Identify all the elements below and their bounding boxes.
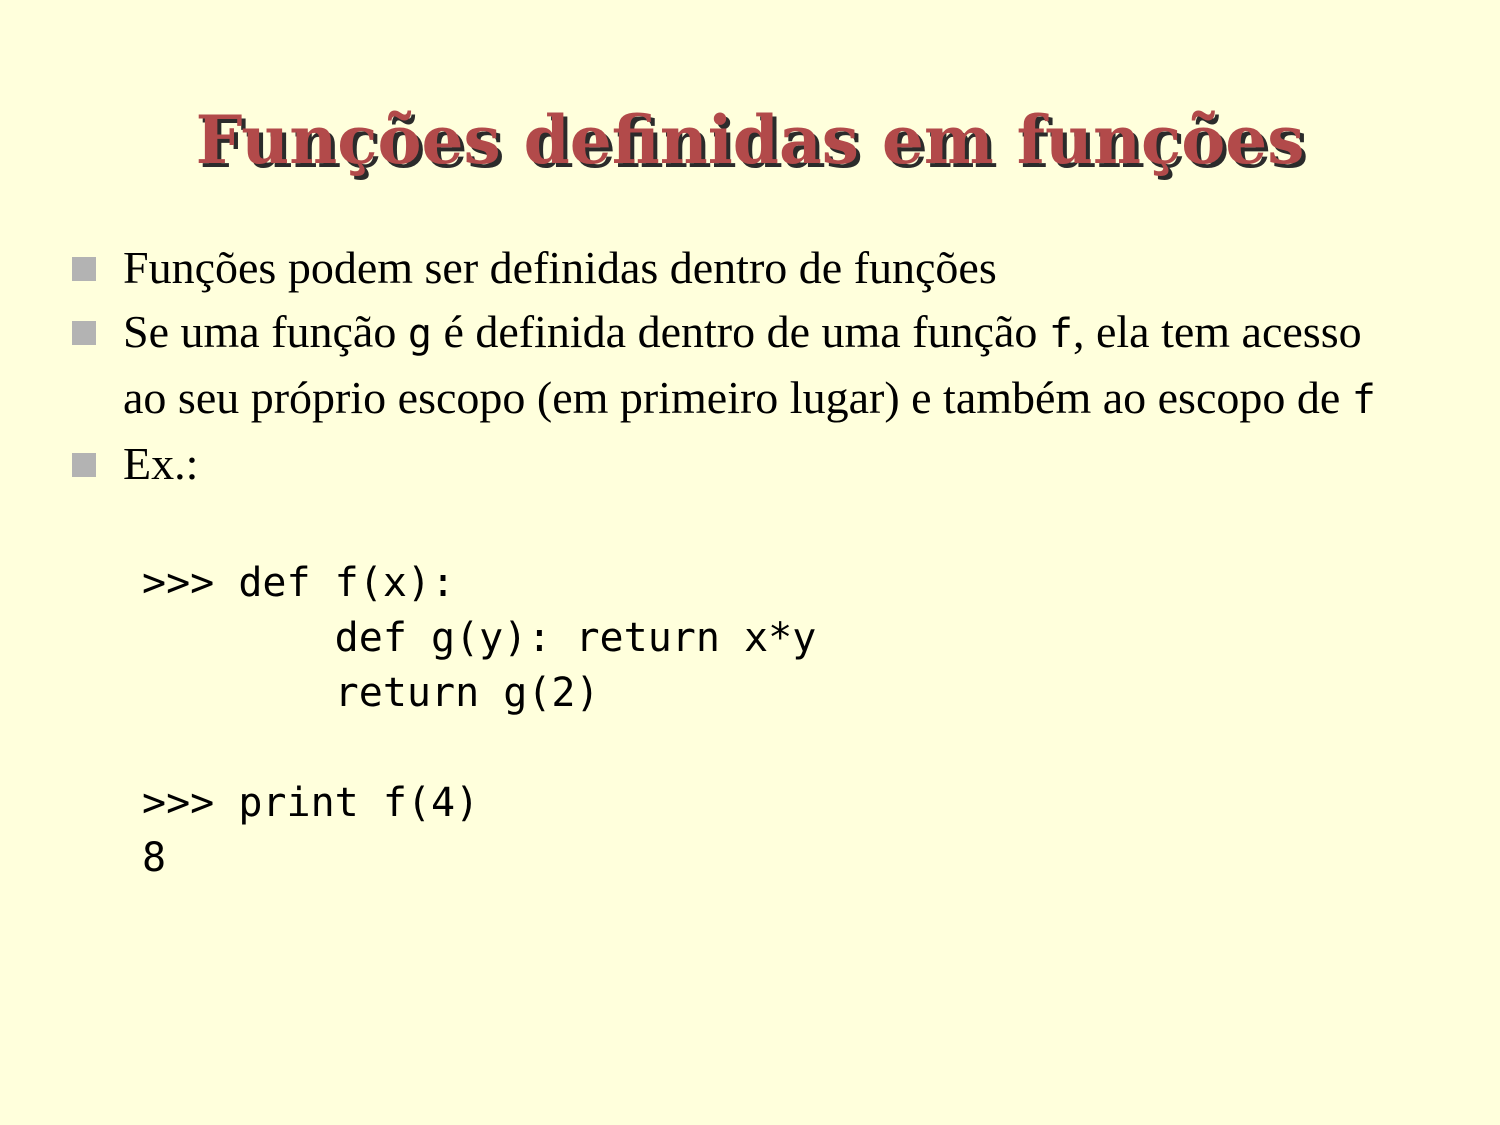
bullet-item xyxy=(0,236,1500,300)
slide-title: Funções definidas em funções xyxy=(195,101,1305,179)
bullet-text: Funções podem ser definidas dentro de funções xyxy=(123,242,997,293)
bullet-list xyxy=(0,236,1500,496)
inline-code: f xyxy=(1048,311,1073,357)
code-line: 8 xyxy=(142,835,167,881)
inline-code: f xyxy=(1351,377,1376,423)
bullet-text: , ela tem acesso ao seu próprio escopo (em primeiro lugar) e também ao escopo de xyxy=(123,306,1362,423)
code-line xyxy=(142,721,816,776)
bullet-item xyxy=(0,300,1500,432)
square-bullet-icon xyxy=(72,257,96,281)
code-line: >>> def f(x): xyxy=(142,560,456,606)
code-line: return g(2) xyxy=(142,670,600,716)
code-line: def g(y): return x*y xyxy=(142,615,817,661)
bullet-text: Ex.: xyxy=(123,438,199,489)
square-bullet-icon xyxy=(72,321,96,345)
inline-code: g xyxy=(407,311,432,357)
bullet-text: é definida dentro de uma função xyxy=(431,306,1049,357)
code-example xyxy=(142,556,816,886)
bullet-text: Se uma função xyxy=(123,306,408,357)
square-bullet-icon xyxy=(72,453,96,477)
bullet-item xyxy=(0,432,1500,496)
code-line: >>> print f(4) xyxy=(142,780,480,826)
